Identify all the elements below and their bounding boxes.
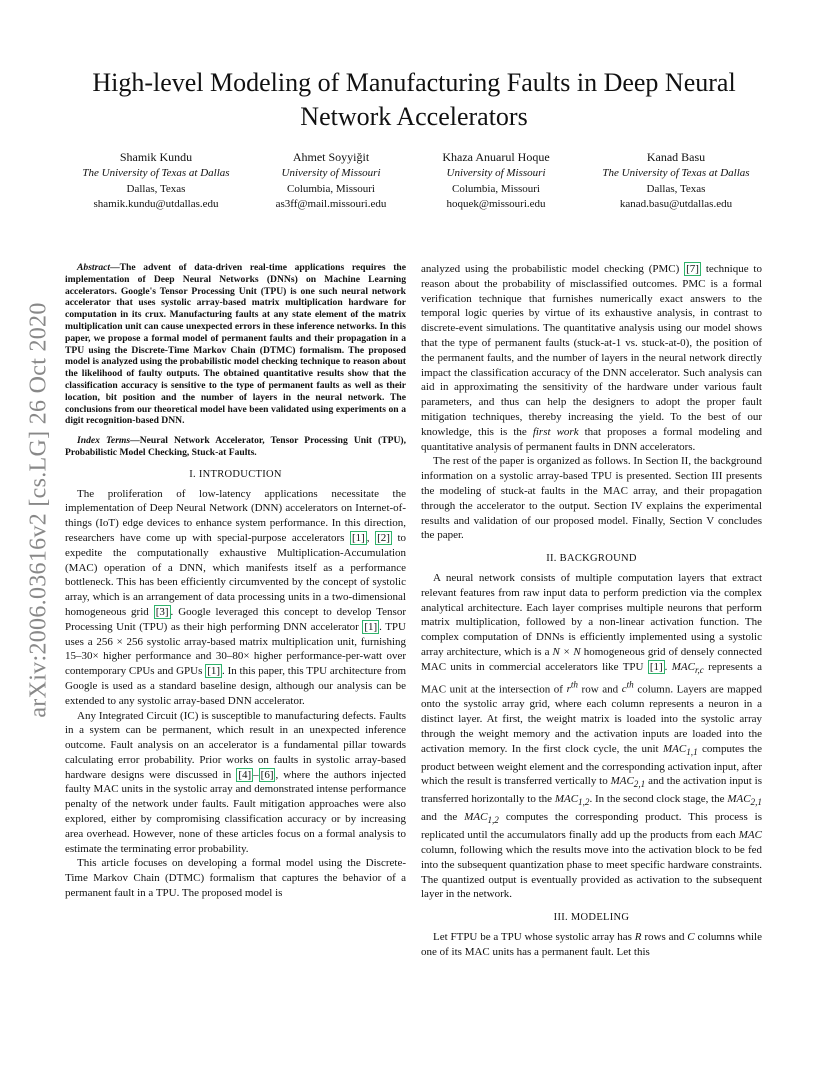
section-heading-background: II. BACKGROUND: [546, 553, 637, 565]
citation-link[interactable]: [6]: [260, 768, 274, 781]
author-1: [64, 150, 248, 212]
citation-link[interactable]: [1]: [649, 660, 663, 673]
author-3: [414, 150, 578, 212]
math-r: R: [634, 931, 642, 944]
author-affiliation: University of Missouri: [446, 167, 546, 180]
right-column: [421, 262, 762, 960]
citation-link[interactable]: [2]: [377, 531, 390, 544]
author-name: Ahmet Soyyiğit: [292, 150, 370, 164]
arxiv-id: arXiv:2006.03616v2 [cs.LG] 26 Oct 2020: [25, 302, 52, 718]
author-affiliation: The University of Texas at Dallas: [82, 167, 230, 180]
math-mac-12: $MAC_{1,2}$: [464, 811, 499, 826]
abstract-text: —The advent of data-driven real-time applications requires the implementation of Deep Neural Networks (DNNs) on Machine Learning accelerators. Google's Tensor Processing Unit (TPU) is one such neural network accelerator that uses systolic array-based matrix multiplication hardware for computation in its crux. Manufacturing faults at any state element of the matrix multiplication unit can cause unexpected errors in these inference networks. In this paper, we propose a formal model of permanent faults and their propagation in a TPU using the Discrete-Time Markov Chain (DTMC) formalism. The proposed model is analyzed using the probabilistic model checking technique to reason about the likelihood of faulty outputs. The obtained quantitative results show that the classification accuracy is sensitive to the type of permanent faults as well as their location, bit position and the number of layers in the neural network. The conclusions from our theoretical model have been validated using experiments on a digit recognition-based DNN.: [65, 262, 406, 427]
citation-link[interactable]: [1]: [207, 665, 221, 678]
math-mac-rc: $MAC_{r,c}$: [671, 660, 704, 675]
left-column: [65, 262, 406, 901]
math-c: C: [687, 931, 695, 944]
index-terms: [65, 435, 406, 459]
author-block: [64, 150, 784, 212]
background-paragraph: A neural network consists of multiple computation layers that extract relevant features from raw input data to perform prediction via the complex analytical architecture. Each layer comprises multiple neurons that perform matrix multiplication, followed by a non-linear activation function. The complex computation of DNNs is efficiently implemented using a systolic array architecture, which is a N × N homogeneous grid of densely connected MAC units in commercial accelerators like TPU [1] . $MAC_{r,c}$ represents a MAC unit at the intersection of $r^{th}$ row and $c^{th}$ column. Layers are mapped onto the systolic array grid, where each column represents a neuron in a distinct layer. At first, the weight matrix is loaded into the systolic array through the weight memory and the activation inputs are loaded into the activation memory. In the first clock cycle, the unit $MAC_{1,1}$ computes the product between weight element and the corresponding activation input, after which the result is transferred vertically to $MAC_{2,1}$ and the activation input is transferred horizontally to the $MAC_{1,2}$. In the second clock stage, the $MAC_{2,1}$ and the $MAC_{1,2}$ computes the corresponding product. This process is replicated until the accumulators finally add up the products from each MAC column, following which the results move into the activation block to be fed into the subsequent quantization phase to meet specific hardware constraints. The quantized output is eventually provided as activation to the subsequent layer in the network.: [421, 571, 763, 901]
author-4: [578, 150, 774, 212]
math-r-th: $r^{th}$: [566, 679, 578, 696]
author-email[interactable]: shamik.kundu@utdallas.edu: [93, 197, 219, 210]
author-location: Columbia, Missouri: [286, 182, 375, 195]
author-2: [248, 150, 414, 212]
intro-paragraph-1: The proliferation of low-latency applications necessitate the implementation of Deep Neural Network (DNN) accelerators on Internet-of-things (IoT) edge devices to enhance system performance. In this direction, researchers have come up with special-purpose accelerators [1] , [2] to expedite the computationally exhaustive Multiplication-Accumulation (MAC) operation of a DNN, which manifests itself as a performance bottleneck. This has been efficiently circumvented by the concept of systolic array, which is an arrangement of data processing units in a two-dimensional homogeneous grid [3] . Google leveraged this concept to develop Tensor Processing Unit (TPU) as their high performing DNN accelerator [1] . TPU uses a 256 × 256 systolic array-based matrix multiplication unit, furnishing 15–30× higher performance and 30–80× higher performance-per-watt over contemporary CPUs and GPUs [1] . In this paper, this TPU architecture from Google is used as a standard baseline design, although our analysis can be extended to any systolic array-based DNN accelerator.: [65, 487, 407, 707]
author-email[interactable]: as3ff@mail.missouri.edu: [275, 197, 387, 210]
paper-title: High-level Modeling of Manufacturing Faults in Deep Neural Network Accelerators: [92, 68, 736, 131]
math-mac-11: $MAC_{1,1}$: [662, 742, 698, 757]
citation-link[interactable]: [3]: [155, 605, 169, 618]
right-paragraph-1: analyzed using the probabilistic model checking (PMC) [7] technique to reason about the probability of misclassified outcomes. PMC is a formal verification technique that furnishes numerically exact answers to the temporal logic queries by virtue of its exhaustive analysis, in contrast to discrete-event simulations. The quantitative analysis using our model shows that the type of permanent faults (stuck-at-1 vs. stuck-at-0), the position of the permanent faults, and the number of layers in the neural network directly impact the classification accuracy of the DNN accelerator. Such analysis can aid in approximating the sensitivity of the hardware under various fault parameters, and thus can help the designers to adopt the proper fault mitigation techniques, thereby increasing the yield. To the best of our knowledge, this is the first work that proposes a formal modeling and quantitative analysis of permanent faults in DNN accelerators.: [421, 263, 762, 453]
author-location: Columbia, Missouri: [451, 182, 540, 195]
citation-link[interactable]: [7]: [686, 263, 699, 275]
right-paragraph-2: The rest of the paper is organized as follows. In Section II, the background information on a systolic array-based TPU is presented. Section III presents the modeling of stuck-at faults in the MAC array, and their propagation through the accelerator to the output. Section IV explains the experimental results and validation of our proposed model. Finally, Section V concludes the paper.: [421, 455, 762, 542]
section-heading-modeling: III. MODELING: [553, 912, 630, 924]
abstract-label: Abstract: [77, 262, 111, 273]
intro-paragraph-2: Any Integrated Circuit (IC) is susceptible to manufacturing defects. Faults in a system can be permanent, which result in an unexpected inference outcome. Fault analysis on an accelerator is a fundamental pillar towards calculating error probability. Prior works on faults in systolic array-based hardware designs were discussed in [4] – [6] , where the authors injected faulty MAC units in the systolic array and demonstrated intense performance penalty of the network under faults. Fault mitigation approaches were also explored, either by compromising classification accuracy or by increasing area overhead. However, none of these articles focus on a formal analysis to estimate the terminating error probability.: [65, 709, 406, 855]
arxiv-sidebar: [14, 290, 64, 730]
citation-link[interactable]: [1]: [351, 531, 365, 544]
index-terms-label: Index Terms: [77, 435, 131, 447]
math-mac-21: $MAC_{2,1}$: [727, 793, 762, 808]
index-terms-text: —Neural Network Accelerator, Tensor Processing Unit (TPU), Probabilistic Model Checking, Stuck-at Faults.: [65, 435, 406, 458]
abstract: [65, 262, 406, 427]
modeling-paragraph: Let FTPU be a TPU whose systolic array has R rows and C columns while one of its MAC units has a permanent fault. Let this: [421, 931, 762, 958]
emphasis-first-work: first work: [532, 425, 579, 438]
intro-paragraph-3: This article focuses on developing a formal model using the Discrete-Time Markov Chain (DTMC) formalism that captures the behavior of a permanent fault in a TPU. The proposed model is: [65, 857, 406, 900]
author-name: Kanad Basu: [646, 150, 706, 164]
author-location: Dallas, Texas: [126, 182, 186, 195]
section-heading-intro: I. INTRODUCTION: [189, 468, 282, 480]
author-name: Khaza Anuarul Hoque: [442, 150, 550, 164]
math-c-th: $c^{th}$: [621, 679, 634, 696]
math-mac-12: $MAC_{1,2}$: [554, 793, 590, 808]
citation-link[interactable]: [1]: [364, 620, 378, 633]
citation-link[interactable]: [4]: [238, 768, 252, 781]
math-n-by-n: N × N: [552, 645, 581, 658]
math-mac-21: $MAC_{2,1}$: [610, 775, 646, 790]
author-affiliation: The University of Texas at Dallas: [602, 167, 750, 180]
math-mac: MAC: [738, 829, 762, 842]
author-name: Shamik Kundu: [119, 150, 193, 164]
author-affiliation: University of Missouri: [281, 167, 381, 180]
author-email[interactable]: hoquek@missouri.edu: [446, 197, 546, 210]
author-location: Dallas, Texas: [646, 182, 706, 195]
author-email[interactable]: kanad.basu@utdallas.edu: [619, 197, 733, 210]
